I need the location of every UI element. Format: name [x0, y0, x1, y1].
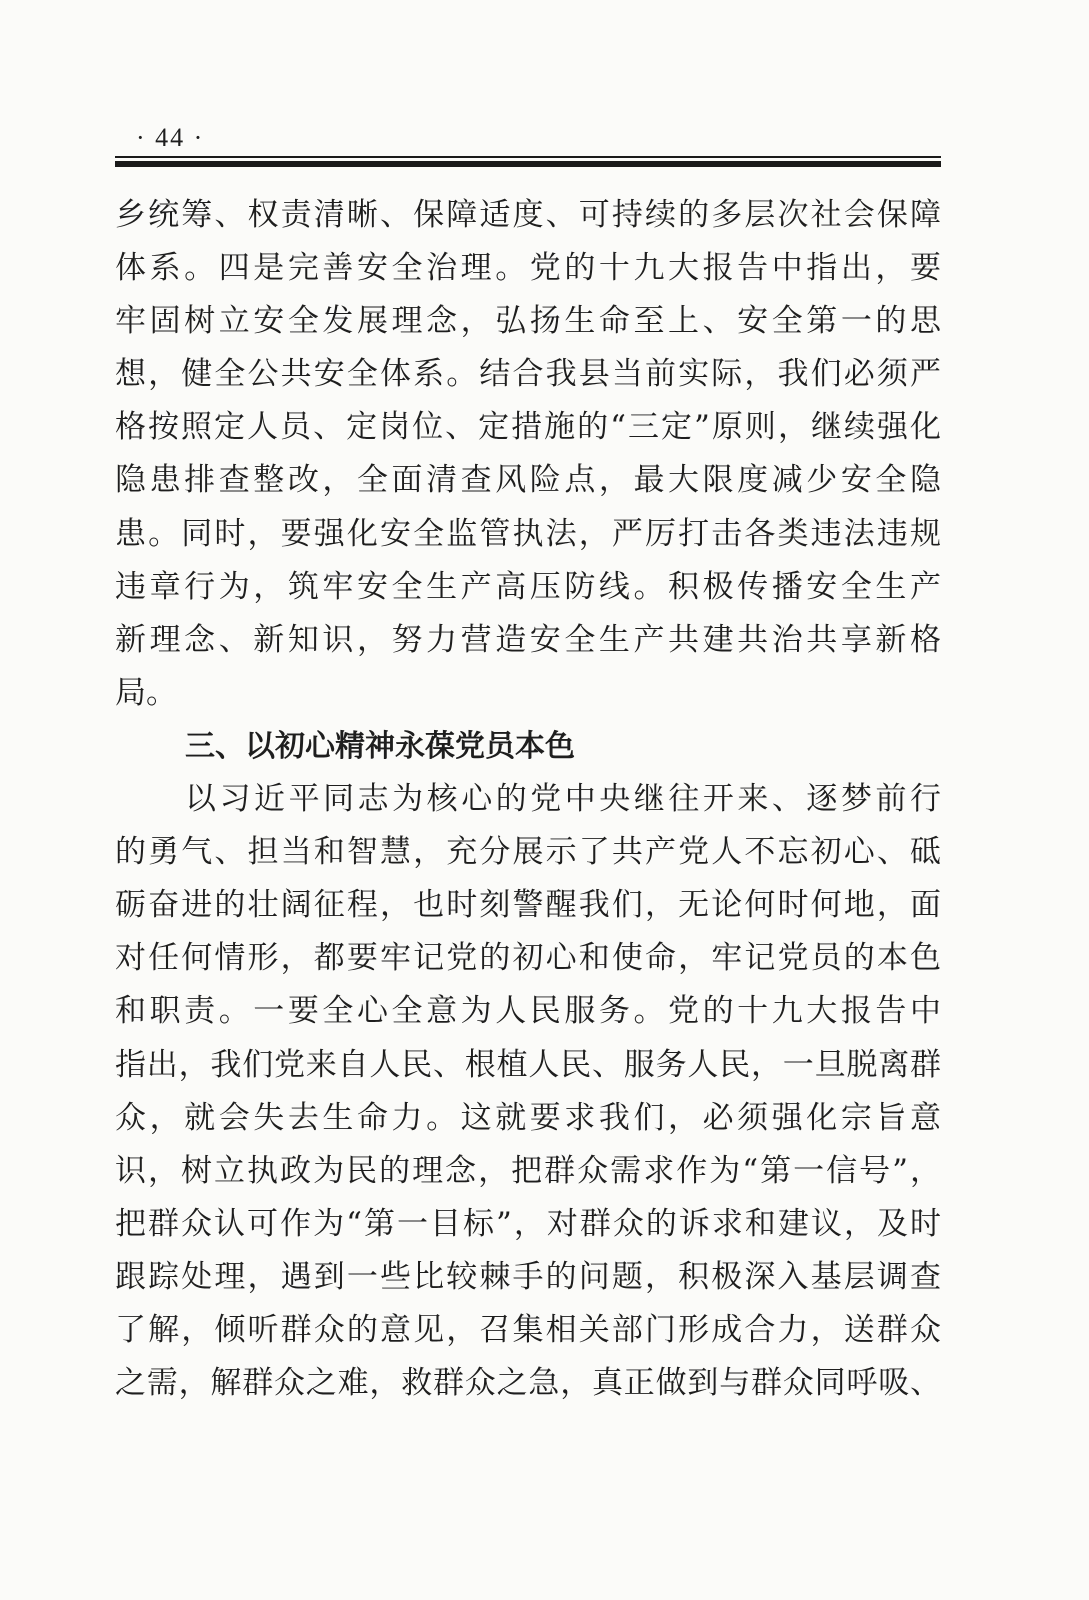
page-number: · 44 · — [136, 123, 205, 152]
text-line: 牢固树立安全发展理念，弘扬生命至上、安全第一的思 — [115, 303, 941, 340]
text-line: 格按照定人员、定岗位、定措施的“三定”原则，继续强化 — [115, 409, 941, 446]
text-line: 了解，倾听群众的意见，召集相关部门形成合力，送群众 — [115, 1311, 941, 1348]
text-line: 新理念、新知识，努力营造安全生产共建共治共享新格 — [115, 621, 941, 658]
section-heading: 三、以初心精神永葆党员本色 — [185, 728, 575, 764]
header-rule-thin — [115, 156, 941, 158]
text-line: 隐患排查整改，全面清查风险点，最大限度减少安全隐 — [115, 462, 941, 499]
header-rule-thick — [115, 161, 941, 167]
text-line: 和职责。一要全心全意为人民服务。党的十九大报告中 — [115, 993, 941, 1030]
text-line: 砺奋进的壮阔征程，也时刻警醒我们，无论何时何地，面 — [115, 887, 941, 924]
text-line: 违章行为，筑牢安全生产高压防线。积极传播安全生产 — [115, 568, 941, 605]
text-line: 以习近平同志为核心的党中央继往开来、逐梦前行 — [185, 781, 941, 818]
text-line: 患。同时，要强化安全监管执法，严厉打击各类违法违规 — [115, 515, 941, 552]
paragraph-original-aspiration — [115, 773, 941, 1410]
text-line: 跟踪处理，遇到一些比较棘手的问题，积极深入基层调查 — [115, 1258, 941, 1295]
paragraph-social-security-and-safety — [115, 189, 941, 720]
text-line: 识，树立执政为民的理念，把群众需求作为“第一信号”， — [115, 1152, 941, 1189]
page-body — [115, 189, 941, 1410]
text-line: 对任何情形，都要牢记党的初心和使命，牢记党员的本色 — [115, 940, 941, 977]
text-line: 局。 — [115, 674, 177, 711]
text-line: 指出，我们党来自人民、根植人民、服务人民，一旦脱离群 — [115, 1046, 941, 1083]
text-line: 体系。四是完善安全治理。党的十九大报告中指出，要 — [115, 250, 941, 287]
text-line: 的勇气、担当和智慧，充分展示了共产党人不忘初心、砥 — [115, 834, 941, 871]
text-line: 众，就会失去生命力。这就要求我们，必须强化宗旨意 — [115, 1099, 941, 1136]
text-line: 乡统筹、权责清晰、保障适度、可持续的多层次社会保障 — [115, 197, 941, 233]
text-line: 把群众认可作为“第一目标”，对群众的诉求和建议，及时 — [115, 1205, 941, 1242]
text-line: 想，健全公共安全体系。结合我县当前实际，我们必须严 — [115, 356, 941, 393]
text-line: 之需，解群众之难，救群众之急，真正做到与群众同呼吸、 — [115, 1365, 941, 1402]
